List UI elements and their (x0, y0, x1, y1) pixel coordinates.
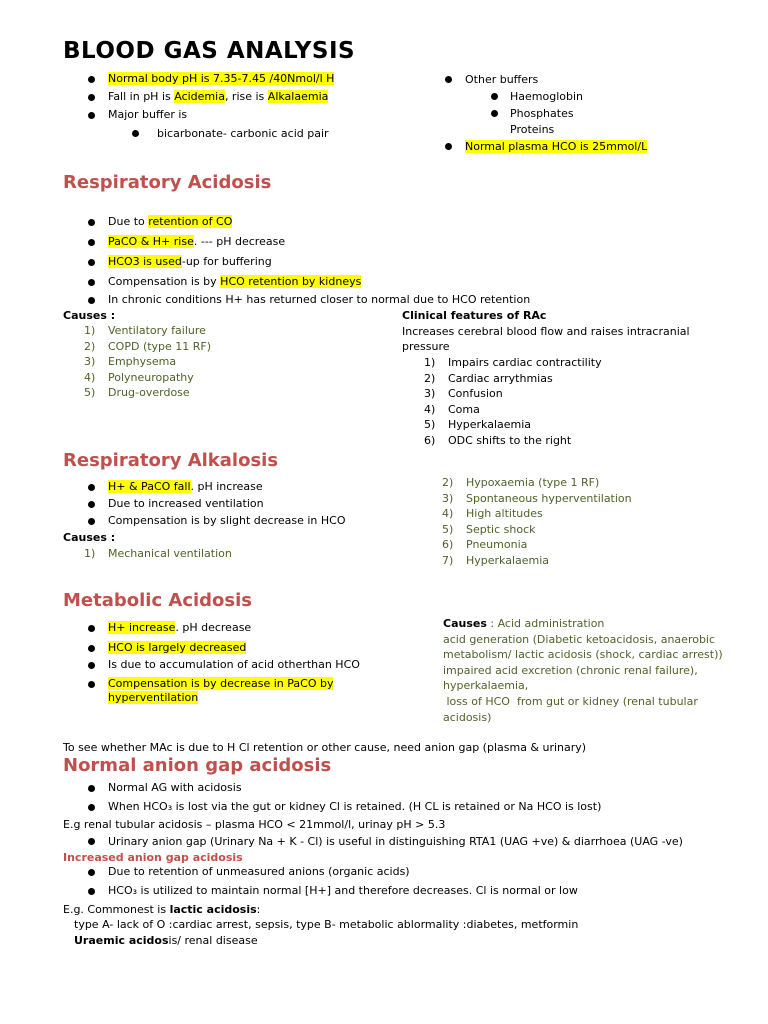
list-item: HCO is largely decreased (108, 641, 360, 655)
bullet-icon (88, 239, 95, 246)
bullet-icon (88, 518, 95, 525)
clinical-text: Increases cerebral blood flow and raises intracranial (402, 325, 690, 338)
list-item: Normal AG with acidosis (108, 781, 601, 795)
clinical-text: pressure (402, 340, 450, 353)
example-line: E.g. Commonest is lactic acidosis: (63, 903, 261, 916)
intro-list (108, 72, 334, 125)
clinical-list (424, 355, 602, 449)
causes-label: Causes : (63, 531, 116, 544)
bullet-icon (88, 219, 95, 226)
list-item: 1) Mechanical ventilation (84, 547, 232, 560)
list-item: 4) High altitudes (442, 507, 543, 521)
met-acidosis-list (108, 621, 360, 709)
bullet-icon (88, 259, 95, 266)
bullet-icon (88, 484, 95, 491)
list-item: 5) Hyperkalaemia (424, 418, 532, 432)
bullet-icon (88, 94, 95, 101)
list-item: When HCO₃ is lost via the gut or kidney Cl is retained. (H CL is retained or Na HCO is lost) (108, 800, 601, 814)
bullet-icon (88, 804, 95, 811)
bullet-icon (491, 93, 498, 100)
list-item: Compensation is by slight decrease in HCO (108, 514, 345, 528)
list-item: bicarbonate- carbonic acid pair (157, 126, 329, 141)
bullet-icon (88, 838, 95, 845)
bullet-icon (445, 143, 452, 150)
bullet-icon (445, 76, 452, 83)
bullet-icon (88, 645, 95, 652)
causes-list (84, 546, 232, 562)
list-item: 1) Impairs cardiac contractility (424, 356, 602, 369)
list-item: 5) Septic shock (442, 522, 536, 536)
list-item: 2) Cardiac arrythmias (424, 371, 553, 385)
list-item: H+ increase. pH decrease (108, 621, 360, 635)
list-item: HCO3 is used-up for buffering (108, 255, 530, 269)
causes-list-continued (442, 475, 632, 569)
uraemic-line: Uraemic acidosis/ renal disease (74, 934, 258, 947)
list-item: Fall in pH is Acidemia, rise is Alkalaemia (108, 90, 334, 104)
bullet-icon (88, 662, 95, 669)
list-item: Haemoglobin (510, 89, 583, 104)
causes-label: Causes : (63, 309, 116, 322)
list-item: 5) Drug-overdose (84, 386, 190, 400)
list-item: 3) Emphysema (84, 355, 177, 369)
normal-ag-list (108, 781, 601, 818)
example-line: E.g renal tubular acidosis – plasma HCO < 21mmol/l, urinay pH > 5.3 (63, 818, 446, 831)
bullet-icon (88, 297, 95, 304)
increased-ag-list (108, 865, 578, 902)
list-item: Compensation is by HCO retention by kidneys (108, 275, 530, 289)
list-item: 4) Coma (424, 402, 480, 416)
list-item: 3) Confusion (424, 387, 503, 401)
list-item: Compensation is by decrease in PaCO by (108, 677, 360, 691)
list-item: 4) Polyneuropathy (84, 370, 194, 384)
list-item: HCO₃ is utilized to maintain normal [H+] and therefore decreases. Cl is normal or low (108, 884, 578, 898)
list-item: Normal plasma HCO is 25mmol/L (465, 139, 647, 154)
list-item: 3) Spontaneous hyperventilation (442, 491, 632, 505)
list-item: In chronic conditions H+ has returned closer to normal due to HCO retention (108, 293, 530, 307)
types-line: type A- lack of O :cardiac arrest, sepsis, type B- metabolic ablormality :diabetes, metformin (74, 918, 579, 931)
bullet-icon (132, 130, 139, 137)
list-item: hyperventilation (108, 691, 199, 704)
bullet-icon (88, 279, 95, 286)
causes-paragraph: Causes : Acid administration acid generation (Diabetic ketoacidosis, anaerobic metabolism/ lactic acidosis (shock, cardiac arrest)) impaired acid excretion (chronic renal failure), hyperkalaemia, loss of HCO from gut or kidney (renal tubular acidosis) (443, 617, 723, 724)
list-item: Is due to accumulation of acid otherthan HCO (108, 658, 360, 672)
list-item: Phosphates (510, 106, 574, 121)
list-item: Other buffers (465, 72, 538, 87)
list-item: PaCO & H+ rise. --- pH decrease (108, 235, 530, 249)
bullet-icon (88, 625, 95, 632)
bullet-icon (88, 112, 95, 119)
list-item: Urinary anion gap (Urinary Na + K - Cl) is useful in distinguishing RTA1 (UAG +ve) & diarrhoea (UAG -ve) (108, 834, 683, 849)
section-heading: Normal anion gap acidosis (63, 755, 332, 776)
list-item: Due to retention of CO (108, 215, 530, 229)
clinical-label: Clinical features of RAc (402, 309, 547, 322)
list-item: H+ & PaCO fall. pH increase (108, 480, 345, 494)
list-item: 2) COPD (type 11 RF) (84, 339, 212, 353)
list-item: Due to retention of unmeasured anions (organic acids) (108, 865, 578, 879)
list-item: 6) ODC shifts to the right (424, 433, 572, 447)
list-item: Normal body pH is 7.35-7.45 /40Nmol/l H (108, 72, 334, 86)
list-item: 2) Hypoxaemia (type 1 RF) (442, 476, 600, 489)
section-heading: Respiratory Acidosis (63, 172, 272, 193)
list-item: Proteins (510, 123, 555, 136)
bullet-icon (88, 501, 95, 508)
resp-acidosis-list (108, 215, 530, 311)
anion-gap-note: To see whether MAc is due to H Cl retention or other cause, need anion gap (plasma & urinary) (63, 741, 587, 754)
resp-alkalosis-list (108, 480, 345, 532)
bullet-icon (88, 785, 95, 792)
bullet-icon (491, 110, 498, 117)
list-item: 7) Hyperkalaemia (442, 553, 550, 567)
page-title: BLOOD GAS ANALYSIS (63, 38, 356, 64)
section-heading: Metabolic Acidosis (63, 590, 253, 611)
list-item: 6) Pneumonia (442, 538, 528, 552)
list-item: Major buffer is (108, 108, 334, 122)
section-heading: Respiratory Alkalosis (63, 450, 279, 471)
list-item: 1) Ventilatory failure (84, 324, 206, 337)
bullet-icon (88, 888, 95, 895)
list-item: Due to increased ventilation (108, 497, 345, 511)
bullet-icon (88, 681, 95, 688)
subsection-heading: Increased anion gap acidosis (63, 851, 243, 864)
bullet-icon (88, 869, 95, 876)
causes-list (84, 323, 211, 401)
bullet-icon (88, 76, 95, 83)
